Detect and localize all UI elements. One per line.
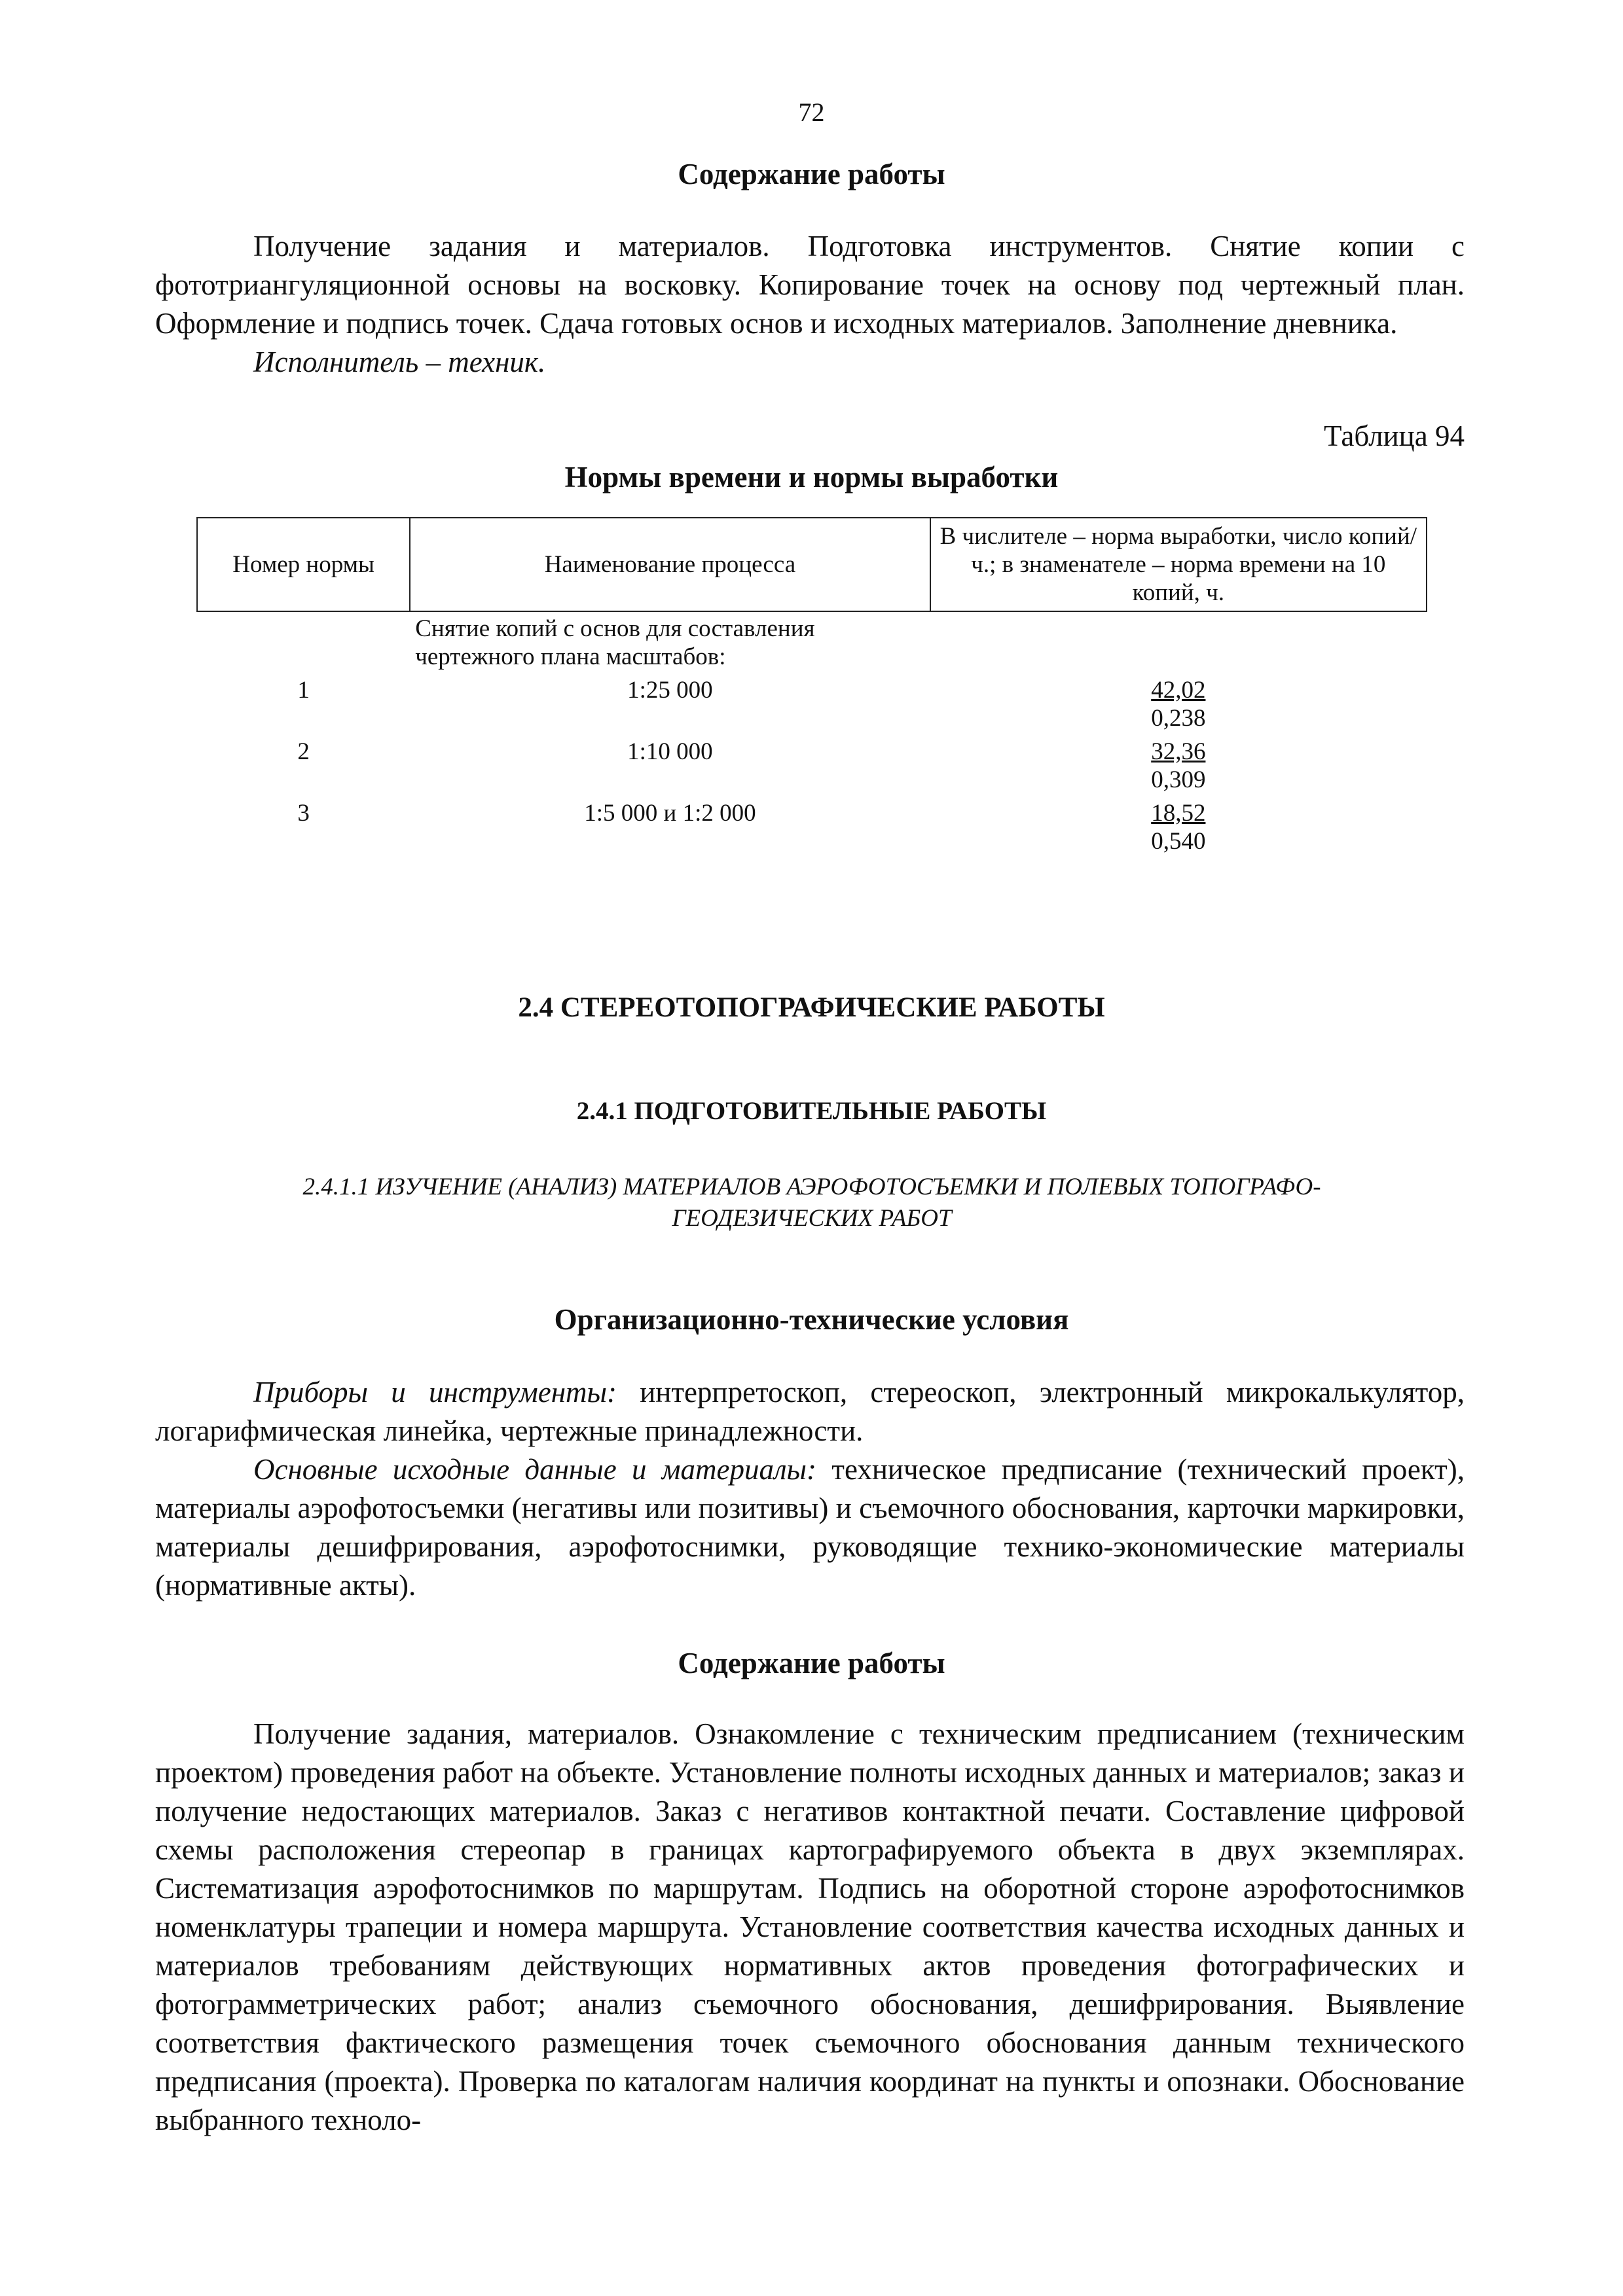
page-number: 72 <box>798 98 825 127</box>
materials-paragraph <box>155 1450 1465 1605</box>
process-name: 1:25 000 <box>627 677 713 704</box>
norm-number: 1 <box>297 677 310 704</box>
section-2-4-title: 2.4 СТЕРЕОТОПОГРАФИЧЕСКИЕ РАБОТЫ <box>518 992 1105 1023</box>
table-header-row <box>197 518 1427 611</box>
subsubsection-title-line2: ГЕОДЕЗИЧЕСКИХ РАБОТ <box>672 1205 952 1232</box>
norm-output: 18,52 <box>1151 800 1206 827</box>
norm-fraction <box>1151 799 1205 855</box>
norm-fraction <box>1151 676 1205 732</box>
header-norm-values: В числителе – норма выработки, число копий/ч.; в знаменателе – норма времени на 10 копий, ч. <box>930 518 1427 611</box>
process-name: 1:10 000 <box>627 738 713 765</box>
section2-paragraph: Получение задания, материалов. Ознакомление с техническим предписанием (техническим проектом) проведения работ на объекте. Установление полноты исходных данных и материалов; заказ и получение недостающих материалов. Заказ с негативов контактной печати. Составление цифровой схемы расположения стереопар в границах картографируемого объекта в двух экземплярах. Систематизация аэрофотоснимков по маршрутам. Подпись на оборотной стороне аэрофотоснимков номенклатуры трапеции и номера маршрута. Установление соответствия качества исходных данных и материалов требованиям действующих нормативных актов проведения фотографических и фотограмметрических работ; анализ съемочного обоснования, дешифрирования. Выявление соответствия фактического размещения точек съемочного обоснования данным технического предписания (проекта). Проверка по каталогам наличия координат на пункты и опознаки. Обоснование выбранного техноло- <box>155 1717 1465 2136</box>
table-row <box>197 676 1427 732</box>
subsubsection-2-4-1-1-title <box>196 1172 1427 1234</box>
section1-paragraph: Получение задания и материалов. Подготовка инструментов. Снятие копии с фототриангуляционной основы на восковку. Копирование точек на основу под чертежный план. Оформление и подпись точек. Сдача готовых основ и исходных материалов. Заполнение дневника. <box>155 230 1465 340</box>
instruments-label: Приборы и инструменты: <box>253 1376 617 1408</box>
section2-body <box>155 1715 1465 2140</box>
materials-text: техническое предписание (технический проект), материалы аэрофотосъемки (негативы или позитивы) и съемочного обоснования, карточки маркировки, материалы дешифрирования, аэрофотоснимки, руководящие технико-экономические материалы (нормативные акты). <box>155 1453 1465 1602</box>
table-label: Таблица 94 <box>1324 420 1465 452</box>
table-row <box>197 799 1427 855</box>
norm-output: 32,36 <box>1151 738 1206 765</box>
norm-number: 2 <box>297 738 310 765</box>
header-process-name: Наименование процесса <box>410 518 930 611</box>
norm-number: 3 <box>297 800 310 827</box>
section1-body <box>155 227 1465 382</box>
section2-title: Содержание работы <box>678 1647 945 1679</box>
norm-time: 0,540 <box>1151 828 1206 855</box>
table-group-row <box>197 611 1427 671</box>
table-title: Нормы времени и нормы выработки <box>564 461 1059 493</box>
executor-line: Исполнитель – техник. <box>253 346 546 378</box>
subsubsection-title-line1: 2.4.1.1 ИЗУЧЕНИЕ (АНАЛИЗ) МАТЕРИАЛОВ АЭРОФОТОСЪЕМКИ И ПОЛЕВЫХ ТОПОГРАФО- <box>302 1174 1321 1200</box>
section1-title: Содержание работы <box>678 158 945 190</box>
norm-time: 0,309 <box>1151 766 1206 793</box>
instruments-text: интерпретоскоп, стереоскоп, электронный микрокалькулятор, логарифмическая линейка, чертежные принадлежности. <box>155 1376 1465 1447</box>
norm-time: 0,238 <box>1151 705 1206 732</box>
norms-table <box>196 517 1427 855</box>
norm-output: 42,02 <box>1151 677 1206 704</box>
instruments-paragraph <box>155 1373 1465 1450</box>
norm-fraction <box>1151 738 1205 794</box>
org-conditions-body <box>155 1373 1465 1605</box>
subsection-2-4-1-title: 2.4.1 ПОДГОТОВИТЕЛЬНЫЕ РАБОТЫ <box>576 1097 1047 1125</box>
header-norm-number: Номер нормы <box>197 518 410 611</box>
org-conditions-title: Организационно-технические условия <box>554 1303 1069 1336</box>
group-title: Снятие копий с основ для составления чертежного плана масштабов: <box>415 615 815 670</box>
table-row <box>197 738 1427 794</box>
materials-label: Основные исходные данные и материалы: <box>253 1453 817 1486</box>
process-name: 1:5 000 и 1:2 000 <box>584 800 756 827</box>
